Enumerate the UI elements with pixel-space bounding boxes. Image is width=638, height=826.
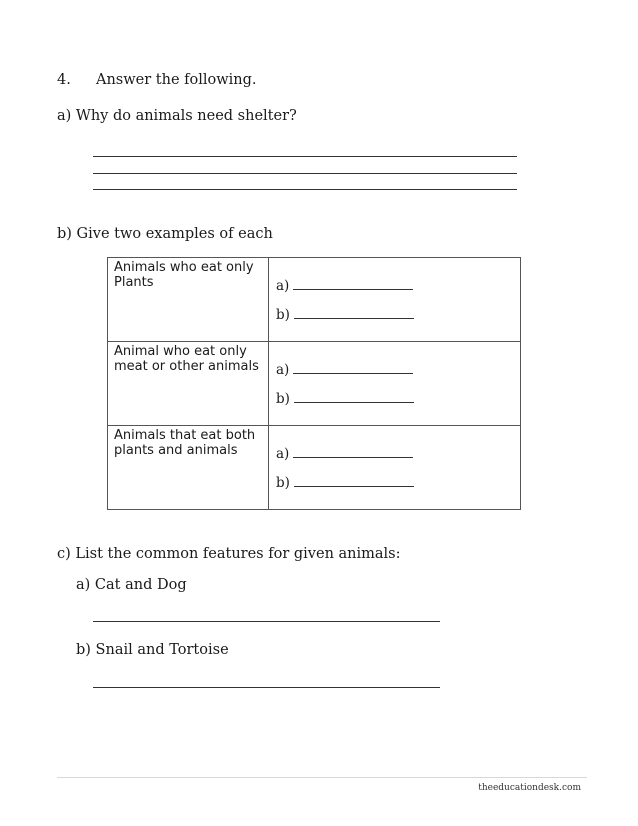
answer-cell	[269, 258, 521, 342]
blank-line	[293, 447, 413, 458]
blank-line	[293, 363, 413, 374]
answer-a-label: a)	[276, 446, 290, 462]
answer-b-label: b)	[276, 475, 290, 491]
answer-b-field[interactable]	[276, 391, 414, 407]
answer-line[interactable]	[93, 156, 517, 157]
answer-a-label: a)	[276, 278, 290, 294]
table-row	[108, 342, 521, 426]
blank-line	[294, 392, 414, 403]
answer-line[interactable]	[93, 173, 517, 174]
table-row	[108, 258, 521, 342]
part-c-item-snail-tortoise: b) Snail and Tortoise	[76, 642, 229, 658]
category-cell: Animals who eat only Plants	[108, 258, 269, 342]
answer-line[interactable]	[93, 189, 517, 190]
examples-table	[107, 257, 521, 510]
answer-a-field[interactable]	[276, 446, 413, 462]
answer-b-field[interactable]	[276, 307, 414, 323]
answer-a-field[interactable]	[276, 278, 413, 294]
question-title: Answer the following.	[96, 72, 257, 88]
part-c-question: c) List the common features for given animals:	[57, 546, 401, 562]
question-number: 4.	[57, 72, 71, 88]
part-c-item-cat-dog: a) Cat and Dog	[76, 577, 187, 593]
answer-line[interactable]	[93, 687, 440, 688]
answer-cell	[269, 426, 521, 510]
footer-site: theeducationdesk.com	[478, 783, 581, 793]
blank-line	[294, 308, 414, 319]
answer-b-label: b)	[276, 391, 290, 407]
footer-divider	[57, 777, 587, 778]
answer-line[interactable]	[93, 621, 440, 622]
blank-line	[294, 476, 414, 487]
answer-b-label: b)	[276, 307, 290, 323]
part-a-question: a) Why do animals need shelter?	[57, 108, 297, 124]
answer-b-field[interactable]	[276, 475, 414, 491]
category-cell: Animals that eat both plants and animals	[108, 426, 269, 510]
answer-a-field[interactable]	[276, 362, 413, 378]
answer-cell	[269, 342, 521, 426]
category-cell: Animal who eat only meat or other animals	[108, 342, 269, 426]
answer-a-label: a)	[276, 362, 290, 378]
table-row	[108, 426, 521, 510]
blank-line	[293, 279, 413, 290]
part-b-question: b) Give two examples of each	[57, 226, 273, 242]
